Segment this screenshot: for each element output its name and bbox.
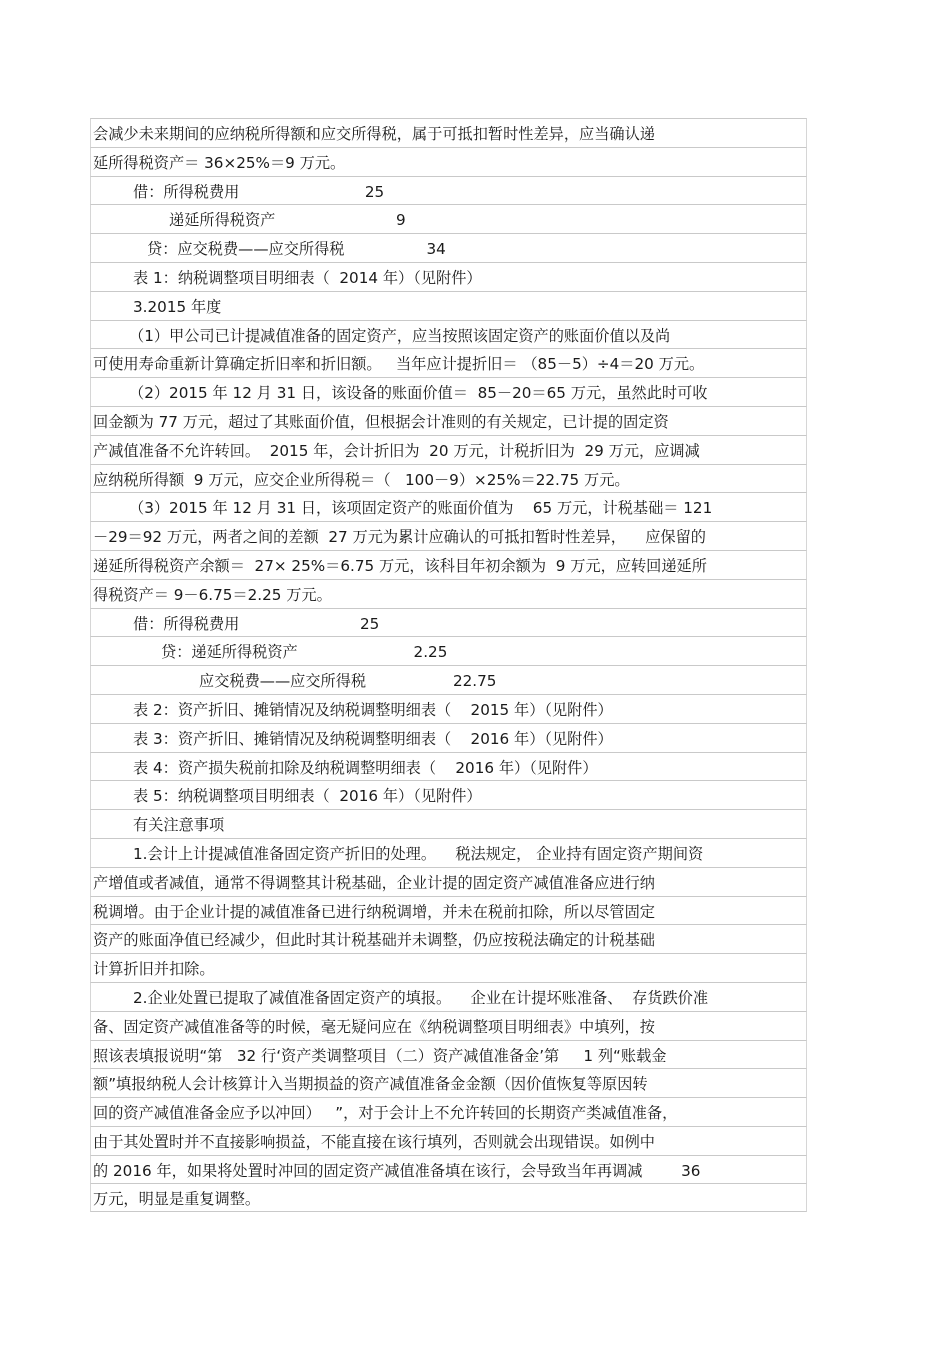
text-line — [90, 579, 807, 608]
line-text: （2）2015 年 12 月 31 日，该设备的账面价值＝ 85－20＝65 万元，虽然此时可收 — [129, 384, 708, 403]
text-line — [90, 406, 807, 435]
text-line — [90, 924, 807, 953]
document-page — [90, 118, 807, 1212]
line-text: 万元，明显是重复调整。 — [93, 1190, 261, 1209]
line-text: 计算折旧并扣除。 — [93, 960, 215, 979]
text-line — [90, 896, 807, 925]
line-text: 产增值或者减值，通常不得调整其计税基础，企业计提的固定资产减值准备应进行纳 — [93, 873, 655, 892]
line-text: 应纳税所得额 9 万元，应交企业所得税＝（ 100－9）×25%＝22.75 万元。 — [93, 470, 630, 489]
line-text: 表 4：资产损失税前扣除及纳税调整明细表（ 2016 年）（见附件） — [133, 758, 598, 777]
line-text: 贷：递延所得税资产 2.25 — [161, 643, 448, 662]
text-line — [90, 809, 807, 838]
text-line — [90, 377, 807, 406]
line-text: 税调增。由于企业计提的减值准备已进行纳税调增，并未在税前扣除，所以尽管固定 — [93, 902, 655, 921]
text-line — [90, 521, 807, 550]
line-text: 延所得税资产＝ 36×25%＝9 万元。 — [93, 153, 346, 172]
text-line — [90, 1183, 807, 1212]
line-text: 的 2016 年，如果将处置时冲回的固定资产减值准备填在该行，会导致当年再调减 36 — [93, 1161, 701, 1180]
line-text: 有关注意事项 — [133, 816, 225, 835]
line-text: 得税资产＝ 9－6.75＝2.25 万元。 — [93, 585, 332, 604]
text-line — [90, 752, 807, 781]
text-line — [90, 1097, 807, 1126]
line-text: 借：所得税费用 25 — [133, 182, 385, 201]
text-line — [90, 320, 807, 349]
text-line — [90, 204, 807, 233]
line-text: 贷：应交税费——应交所得税 34 — [147, 240, 446, 259]
line-text: 可使用寿命重新计算确定折旧率和折旧额。 当年应计提折旧＝ （85－5）÷4＝20 万元。 — [93, 355, 705, 374]
line-text: 资产的账面净值已经减少，但此时其计税基础并未调整，仍应按税法确定的计税基础 — [93, 931, 655, 950]
line-text: 产减值准备不允许转回。 2015 年，会计折旧为 20 万元，计税折旧为 29 万元，应调减 — [93, 441, 700, 460]
text-line — [90, 464, 807, 493]
line-text: 应交税费——应交所得税 22.75 — [199, 672, 497, 691]
line-text: 2.企业处置已提取了减值准备固定资产的填报。 企业在计提坏账准备、 存货跌价准 — [133, 988, 709, 1007]
line-text: 表 2：资产折旧、摊销情况及纳税调整明细表（ 2015 年）（见附件） — [133, 700, 613, 719]
line-text: 表 5：纳税调整项目明细表（ 2016 年）（见附件） — [133, 787, 482, 806]
text-line — [90, 694, 807, 723]
text-line — [90, 608, 807, 637]
line-text: 额”填报纳税人会计核算计入当期损益的资产减值准备金金额（因价值恢复等原因转 — [93, 1075, 648, 1094]
text-line — [90, 867, 807, 896]
text-line — [90, 550, 807, 579]
text-line — [90, 176, 807, 205]
text-line — [90, 233, 807, 262]
line-text: 3.2015 年度 — [133, 297, 222, 316]
line-text: 回的资产减值准备金应予以冲回） ”，对于会计上不允许转回的长期资产类减值准备， — [93, 1104, 678, 1123]
line-text: 表 3：资产折旧、摊销情况及纳税调整明细表（ 2016 年）（见附件） — [133, 729, 613, 748]
line-text: 会减少未来期间的应纳税所得额和应交所得税，属于可抵扣暂时性差异，应当确认递 — [93, 125, 655, 143]
line-text: 借：所得税费用 25 — [133, 614, 380, 633]
text-line — [90, 1040, 807, 1069]
text-line — [90, 492, 807, 521]
line-text: 回金额为 77 万元，超过了其账面价值，但根据会计准则的有关规定，已计提的固定资 — [93, 412, 669, 431]
text-line — [90, 1155, 807, 1184]
line-text: 照该表填报说明“第 32 行‘资产类调整项目（二）资产减值准备金’第 1 列“账载金 — [93, 1046, 667, 1065]
text-line — [90, 982, 807, 1011]
line-text: 由于其处置时并不直接影响损益，不能直接在该行填列，否则就会出现错误。如例中 — [93, 1132, 655, 1151]
text-line — [90, 1126, 807, 1155]
text-line — [90, 1011, 807, 1040]
line-text: （1）甲公司已计提减值准备的固定资产，应当按照该固定资产的账面价值以及尚 — [129, 326, 671, 345]
line-text: （3）2015 年 12 月 31 日，该项固定资产的账面价值为 65 万元，计税基础＝ 121 — [129, 499, 713, 518]
text-line — [90, 636, 807, 665]
text-line — [90, 262, 807, 291]
text-line — [90, 291, 807, 320]
text-line — [90, 838, 807, 867]
text-line — [90, 118, 807, 147]
text-line — [90, 665, 807, 694]
line-text: 1.会计上计提减值准备固定资产折旧的处理。 税法规定， 企业持有固定资产期间资 — [133, 844, 704, 863]
line-text: －29＝92 万元，两者之间的差额 27 万元为累计应确认的可抵扣暂时性差异， 应保留的 — [93, 528, 706, 547]
text-line — [90, 1068, 807, 1097]
text-line — [90, 953, 807, 982]
line-text: 递延所得税资产 9 — [169, 211, 406, 230]
line-text: 递延所得税资产余额＝ 27× 25%＝6.75 万元，该科目年初余额为 9 万元，应转回递延所 — [93, 556, 707, 575]
text-line — [90, 435, 807, 464]
text-line — [90, 780, 807, 809]
text-line — [90, 147, 807, 176]
text-line — [90, 723, 807, 752]
text-line — [90, 348, 807, 377]
line-text: 备、固定资产减值准备等的时候，毫无疑问应在《纳税调整项目明细表》中填列，按 — [93, 1017, 655, 1036]
line-text: 表 1：纳税调整项目明细表（ 2014 年）（见附件） — [133, 268, 482, 287]
